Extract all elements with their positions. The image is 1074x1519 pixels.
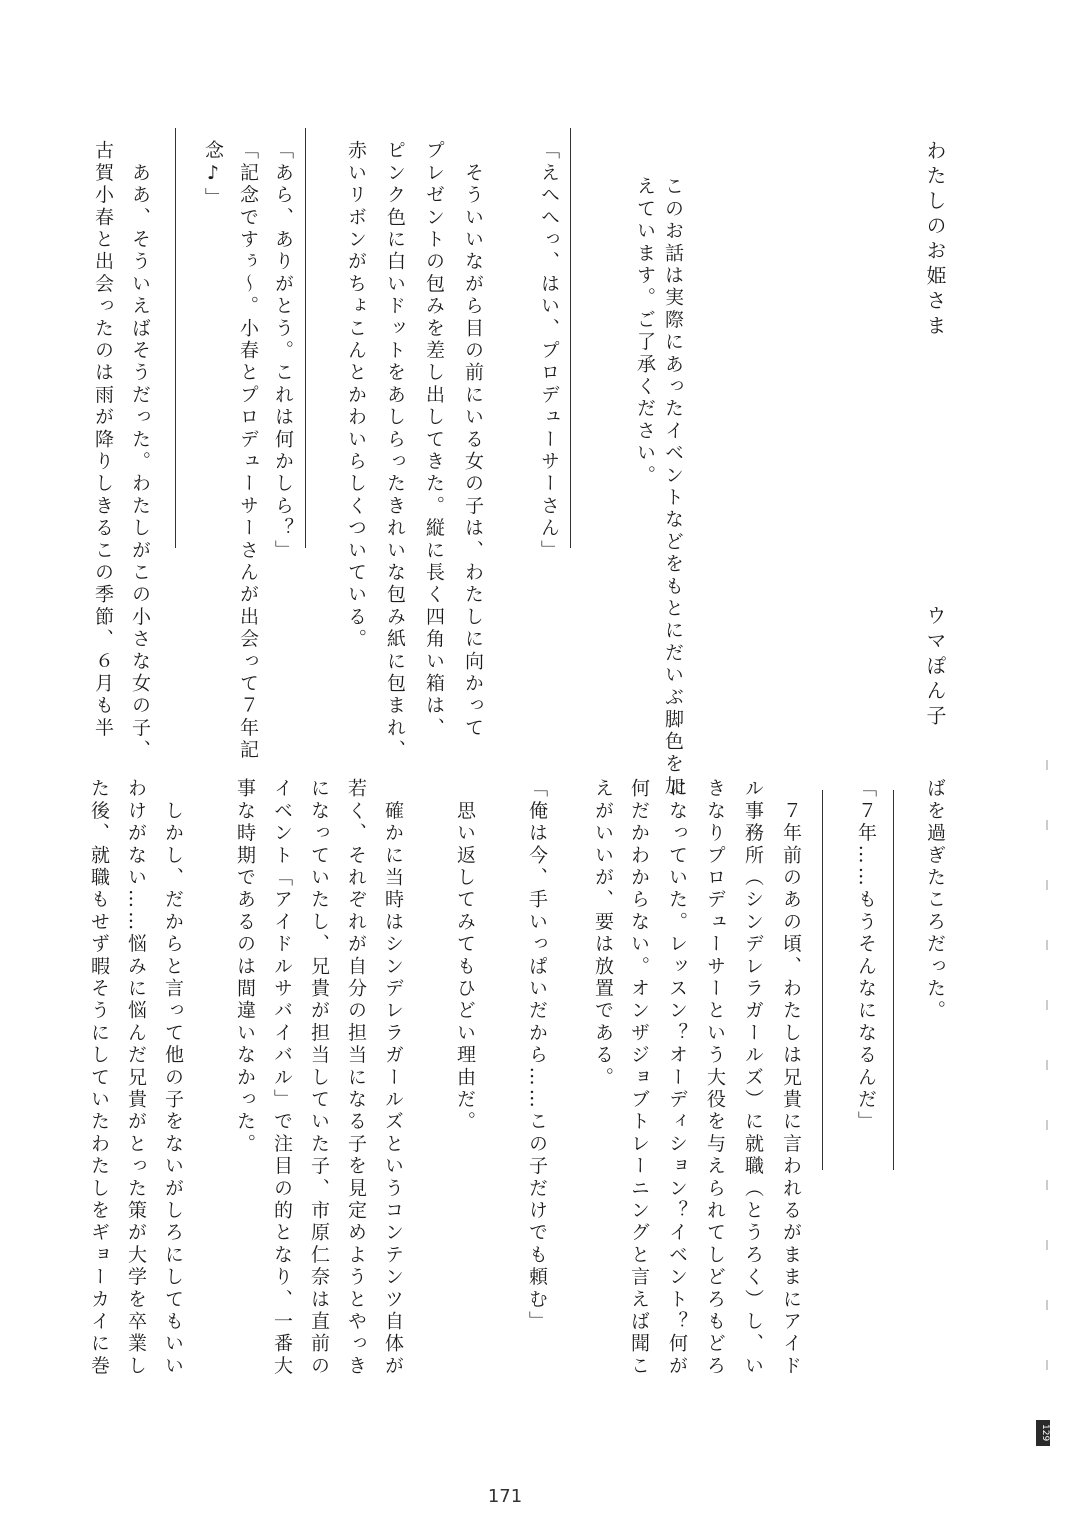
text-column: ばを過ぎたころだった。	[924, 778, 946, 1023]
text-column: ル事務所（シンデレラガールズ）に就職（とうろく）し、い	[742, 778, 764, 1378]
text-column: 「あら、ありがとう。これは何かしら？」	[272, 140, 294, 562]
text-column: イベント「アイドルサバイバル」で注目の的となり、一番大	[271, 778, 293, 1378]
text-column: になっていた。レッスン？オーディション？イベント？何が	[666, 778, 688, 1378]
edge-dot	[1046, 1060, 1048, 1070]
title: わたしのお姫さま	[923, 140, 947, 340]
dash-rule	[570, 128, 571, 548]
text-column: えがいいが、要は放置である。	[592, 778, 614, 1089]
text-column: た後、就職もせず暇そうにしていたわたしをギョーカイに巻	[88, 778, 110, 1378]
text-column: 赤いリボンがちょこんとかわいらしくついている。	[345, 140, 367, 651]
author-note-line-1: このお話は実際にあったイベントなどをもとにだいぶ脚色を加	[662, 176, 684, 798]
edge-dot	[1046, 760, 1048, 770]
edge-dot	[1046, 1240, 1048, 1250]
dash-rule	[822, 790, 823, 1170]
text-column: 「記念ですぅ〜。小春とプロデューサーさんが出会って７年記	[237, 140, 259, 762]
dash-rule	[305, 128, 306, 548]
author: ウマぽん子	[923, 605, 947, 730]
text-column: ７年前のあの頃、わたしは兄貴に言われるがままにアイド	[780, 778, 802, 1378]
text-column: 古賀小春と出会ったのは雨が降りしきるこの季節、６月も半	[92, 140, 114, 740]
text-column: ああ、そういえばそうだった。わたしがこの小さな女の子、	[129, 140, 151, 762]
text-column: 「７年……もうそんなになるんだ」	[855, 778, 877, 1134]
text-column: きなりプロデューサーという大役を与えられてしどろもどろ	[704, 778, 726, 1378]
edge-dot	[1046, 1360, 1048, 1370]
text-column: 思い返してみてもひどい理由だ。	[454, 778, 476, 1134]
edge-dot	[1046, 880, 1048, 890]
edge-dot	[1046, 1180, 1048, 1190]
text-column: 事な時期であるのは間違いなかった。	[234, 778, 256, 1156]
edge-dot	[1046, 1300, 1048, 1310]
text-column: 「えへへっ、はい、プロデューサーさん」	[538, 140, 560, 562]
text-column: しかし、だからと言って他の子をないがしろにしてもいい	[162, 778, 184, 1378]
text-column: プレゼントの包みを差し出してきた。縦に長く四角い箱は、	[423, 140, 445, 740]
margin-mark: 129	[1036, 1420, 1050, 1446]
edge-dot	[1046, 940, 1048, 950]
text-column: 何だかわからない。オンザジョブトレーニングと言えば聞こ	[628, 778, 650, 1378]
text-column: 「俺は今、手いっぱいだから……この子だけでも頼む」	[526, 778, 548, 1333]
text-column: わけがない……悩みに悩んだ兄貴がとった策が大学を卒業し	[125, 778, 147, 1378]
edge-dot	[1046, 1120, 1048, 1130]
text-column: そういいながら目の前にいる女の子は、わたしに向かって	[462, 140, 484, 740]
text-column: になっていたし、兄貴が担当していた子、市原仁奈は直前の	[308, 778, 330, 1378]
page-number: 171	[487, 1486, 523, 1507]
text-column: 念♪」	[202, 140, 224, 210]
text-column: ピンク色に白いドットをあしらったきれいな包み紙に包まれ、	[384, 140, 406, 762]
edge-dot	[1046, 1000, 1048, 1010]
dash-rule	[175, 128, 176, 548]
dash-rule	[893, 790, 894, 1170]
text-column: 若く、それぞれが自分の担当になる子を見定めようとやっき	[345, 778, 367, 1378]
text-column: 確かに当時はシンデレラガールズというコンテンツ自体が	[382, 778, 404, 1378]
author-note-line-2: えています。ご了承ください。	[634, 176, 656, 487]
edge-dot	[1046, 820, 1048, 830]
